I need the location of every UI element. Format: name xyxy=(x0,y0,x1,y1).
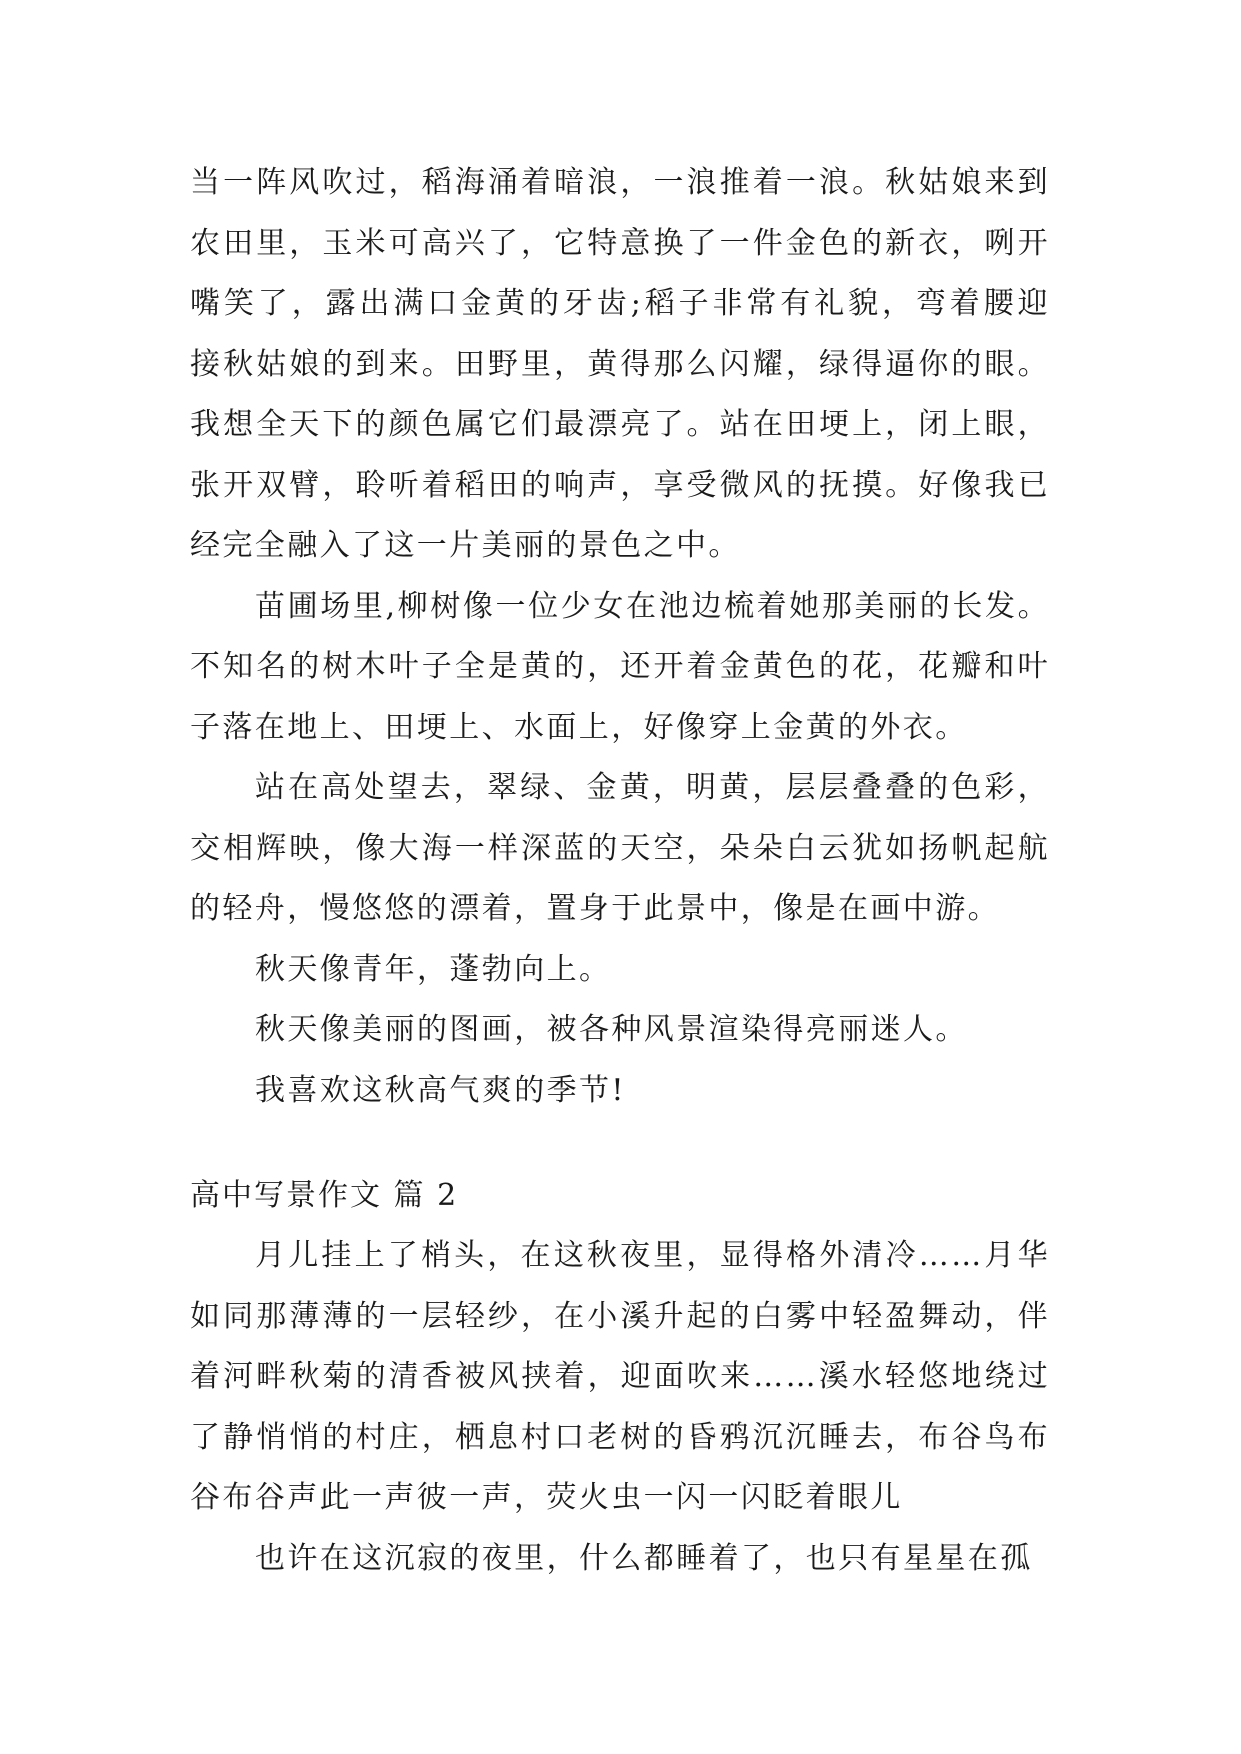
paragraph-line: 我想全天下的颜色属它们最漂亮了。站在田埂上，闭上眼， xyxy=(190,407,1050,442)
paragraph xyxy=(190,1226,1050,1529)
paragraph-line: 如同那薄薄的一层轻纱，在小溪升起的白雾中轻盈舞动，伴 xyxy=(190,1298,1050,1334)
paragraph xyxy=(190,153,1050,577)
paragraph-line: 秋天像美丽的图画，被各种风景渲染得亮丽迷人。 xyxy=(255,1012,968,1047)
paragraph-line: 交相辉映，像大海一样深蓝的天空，朵朵白云犹如扬帆起航 xyxy=(190,830,1050,866)
paragraph-line: 我喜欢这秋高气爽的季节! xyxy=(255,1072,626,1108)
paragraph xyxy=(190,940,1050,1001)
paragraph-line: 苗圃场里,柳树像一位少女在池边梳着她那美丽的长发。 xyxy=(255,588,1050,624)
paragraph-line: 站在高处望去，翠绿、金黄，明黄，层层叠叠的色彩， xyxy=(255,770,1050,805)
paragraph-line: 了静悄悄的村庄，栖息村口老树的昏鸦沉沉睡去，布谷鸟布 xyxy=(190,1419,1050,1455)
paragraph-line: 张开双臂，聆听着稻田的响声，享受微风的抚摸。好像我已 xyxy=(190,467,1050,503)
paragraph-line: 月儿挂上了梢头，在这秋夜里，显得格外清冷……月华 xyxy=(255,1238,1050,1273)
paragraph-line: 当一阵风吹过，稻海涌着暗浪，一浪推着一浪。秋姑娘来到 xyxy=(190,165,1050,200)
essay-section-2 xyxy=(190,1226,1050,1589)
paragraph-line: 秋天像青年，蓬勃向上。 xyxy=(255,951,612,987)
paragraph-line: 谷布谷声此一声彼一声，荧火虫一闪一闪眨着眼儿 xyxy=(190,1480,903,1515)
paragraph-line: 也许在这沉寂的夜里，什么都睡着了，也只有星星在孤 xyxy=(255,1540,1033,1576)
paragraph xyxy=(190,1061,1050,1122)
paragraph-line: 农田里，玉米可高兴了，它特意换了一件金色的新衣，咧开 xyxy=(190,225,1050,261)
paragraph-line: 接秋姑娘的到来。田野里，黄得那么闪耀，绿得逼你的眼。 xyxy=(190,346,1050,382)
essay-section-1 xyxy=(190,153,1050,1121)
paragraph xyxy=(190,577,1050,759)
paragraph xyxy=(190,758,1050,940)
paragraph xyxy=(190,1000,1050,1061)
paragraph-line: 经完全融入了这一片美丽的景色之中。 xyxy=(190,528,741,563)
paragraph-line: 不知名的树木叶子全是黄的，还开着金黄色的花，花瓣和叶 xyxy=(190,649,1050,684)
paragraph-line: 嘴笑了，露出满口金黄的牙齿;稻子非常有礼貌，弯着腰迎 xyxy=(190,286,1050,321)
paragraph-line: 的轻舟，慢悠悠的漂着，置身于此景中，像是在画中游。 xyxy=(190,891,1000,926)
section-heading: 高中写景作文 篇 2 xyxy=(190,1178,459,1213)
paragraph xyxy=(190,1529,1050,1590)
paragraph-line: 着河畔秋菊的清香被风挟着，迎面吹来……溪水轻悠地绕过 xyxy=(190,1359,1050,1394)
paragraph-line: 子落在地上、田埂上、水面上，好像穿上金黄的外衣。 xyxy=(190,709,968,745)
